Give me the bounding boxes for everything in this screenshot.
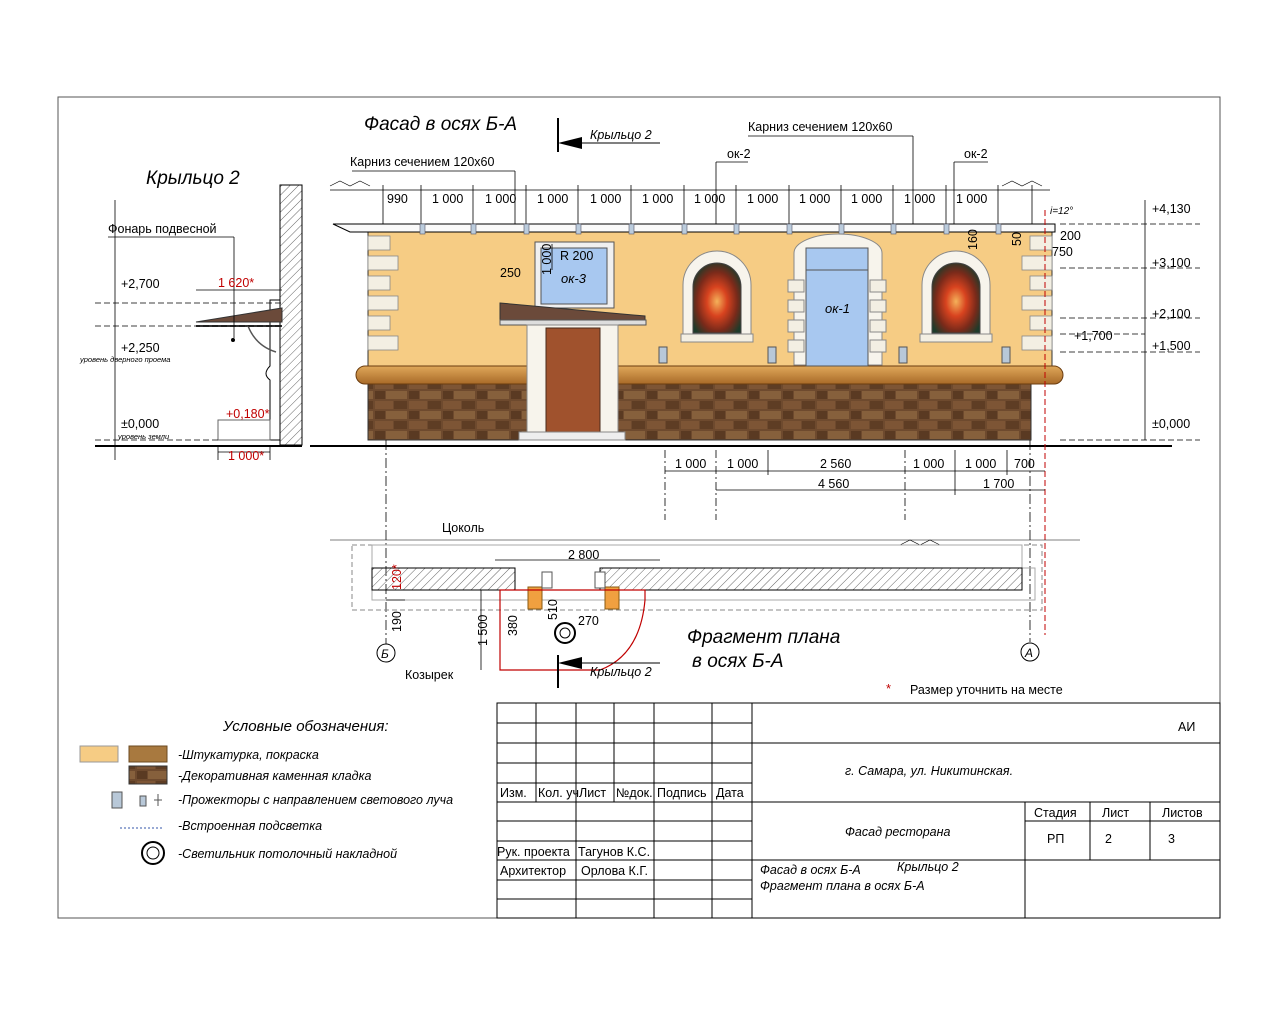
col-koluch: Кол. уч [538,786,579,800]
legend-spotlights: -Прожекторы с направлением светового луча [178,793,454,807]
legend-ceiling-light-icon [142,842,164,864]
svg-text:1 000: 1 000 [642,192,674,206]
top-dimension-values [387,192,987,206]
svg-text:250: 250 [500,266,521,280]
sheet-title-1b: Крыльцо 2 [897,860,959,874]
slope-label: i=12° [1050,206,1074,217]
plan-dim-120: 120* [390,564,404,590]
plan-dim-380: 380 [506,615,520,636]
role-1: Рук. проекта [497,845,570,859]
svg-text:1 000: 1 000 [965,457,997,471]
svg-text:Крыльцо 2: Крыльцо 2 [590,128,652,142]
svg-text:А: А [1025,646,1034,660]
stamp-project: Фасад ресторана [845,825,951,839]
ground-level-note: уровень земли [118,432,170,441]
legend-plaster: -Штукатурка, покраска [178,748,319,762]
section-mark-bottom [558,655,660,688]
cornice-label-left: Карниз сечением 120х60 [350,155,495,169]
role-2: Архитектор [500,864,567,878]
svg-text:Крыльцо 2: Крыльцо 2 [590,665,652,679]
plan-title-line1: Фрагмент плана [687,627,841,648]
porch-dim-1620: 1 620* [218,276,255,290]
svg-text:2 560: 2 560 [820,457,852,471]
porch-dim-1000: 1 000* [228,449,265,463]
col-izm: Изм. [500,786,527,800]
level-3100: +3,100 [1152,256,1191,270]
svg-text:1 000: 1 000 [747,192,779,206]
col-data: Дата [716,786,744,800]
door-step [519,432,625,440]
canopy-label: Козырек [405,668,454,682]
plan-dim-2800: 2 800 [568,548,600,562]
plan-dim-190: 190 [390,611,404,632]
svg-text:1 000: 1 000 [540,243,554,275]
porch-step [218,420,270,440]
stone-plinth [368,378,1031,440]
plinth-band [356,366,1063,384]
svg-text:1 000: 1 000 [590,192,622,206]
porch-level-2700: +2,700 [121,277,160,291]
plan-dim-1500: 1 500 [476,614,490,646]
svg-text:1 000: 1 000 [694,192,726,206]
door-level-note: уровень дверного проема [80,355,171,364]
sheet-title-1: Фасад в осях Б-А [760,863,861,877]
porch-canopy [196,308,282,322]
svg-text:4 560: 4 560 [818,477,850,491]
col-ndok: №док. [616,786,653,800]
stamp-h-sheets: Листов [1162,806,1203,820]
svg-text:ок-3: ок-3 [561,271,586,286]
stamp-h-stage: Стадия [1034,806,1077,820]
axis-bubble-b [377,644,395,662]
plan-title-line2: в осях Б-А [692,651,784,672]
svg-text:1 000: 1 000 [956,192,988,206]
legend-stone-swatch [129,766,167,784]
sheet-title-2: Фрагмент плана в осях Б-А [760,879,925,893]
svg-text:Б: Б [381,647,389,661]
legend-ceiling-light: -Светильник потолочный накладной [178,847,398,861]
name-2: Орлова К.Г. [581,864,649,878]
level-1700: +1,700 [1074,329,1113,343]
svg-text:1 000: 1 000 [432,192,464,206]
name-1: Тагунов К.С. [578,845,651,859]
svg-text:1 000: 1 000 [799,192,831,206]
plan-dim-510: 510 [546,599,560,620]
window-2-label-right: ок-2 [964,147,988,161]
porch-level-2250: +2,250 [121,341,160,355]
porch-level-0180: +0,180* [226,407,270,421]
svg-text:1 000: 1 000 [913,457,945,471]
level-2100: +2,100 [1152,307,1191,321]
stamp-h-sheet: Лист [1102,806,1130,820]
legend-spotlight-icon [112,792,162,808]
note-star: * [886,681,892,696]
plinth-label: Цоколь [442,521,485,535]
porch-title: Крыльцо 2 [146,168,240,189]
svg-text:1 000: 1 000 [485,192,517,206]
legend-title: Условные обозначения: [223,718,389,735]
legend-plaster-swatch [80,746,118,762]
facade-title: Фасад в осях Б-А [364,114,518,135]
facade-canopy-fascia [500,320,646,325]
svg-text:1 700: 1 700 [983,477,1015,491]
svg-text:990: 990 [387,192,408,206]
lantern-label: Фонарь подвесной [108,222,217,236]
stamp-stage: РП [1047,832,1065,846]
level-0: ±0,000 [1152,417,1191,431]
col-list: Лист [579,786,607,800]
dim-160: 160 [966,229,980,250]
svg-text:1 000: 1 000 [537,192,569,206]
window-2-label-left: ок-2 [727,147,751,161]
dim-50: 50 [1010,232,1024,246]
porch-wall [280,185,302,445]
stamp-sheets: 3 [1168,832,1175,846]
svg-text:1 000: 1 000 [904,192,936,206]
svg-text:700: 700 [1014,457,1035,471]
svg-text:1 000: 1 000 [851,192,883,206]
entrance-door [546,328,600,433]
window-ok-1 [788,234,886,366]
legend-builtin: -Встроенная подсветка [178,819,323,833]
col-podpis: Подпись [657,786,707,800]
stamp-code: АИ [1178,720,1196,734]
legend-stone: -Декоративная каменная кладка [178,769,372,783]
cornice-label-right: Карниз сечением 120х60 [748,120,893,134]
note-text: Размер уточнить на месте [910,683,1063,697]
svg-text:1 000: 1 000 [675,457,707,471]
porch-level-0: ±0,000 [121,417,160,431]
axis-bubble-a [1021,643,1039,661]
level-1500: +1,500 [1152,339,1191,353]
stamp-sheet: 2 [1105,832,1112,846]
svg-text:ок-1: ок-1 [825,301,850,316]
legend-plaster-swatch-2 [129,746,167,762]
level-4130: +4,130 [1152,202,1191,216]
svg-text:R 200: R 200 [560,249,594,263]
dim-200: 200 [1060,229,1081,243]
section-mark-top [558,118,660,152]
stamp-address: г. Самара, ул. Никитинская. [845,764,1014,778]
plan-dim-270: 270 [578,614,599,628]
dim-750: 750 [1052,245,1073,259]
svg-text:1 000: 1 000 [727,457,759,471]
